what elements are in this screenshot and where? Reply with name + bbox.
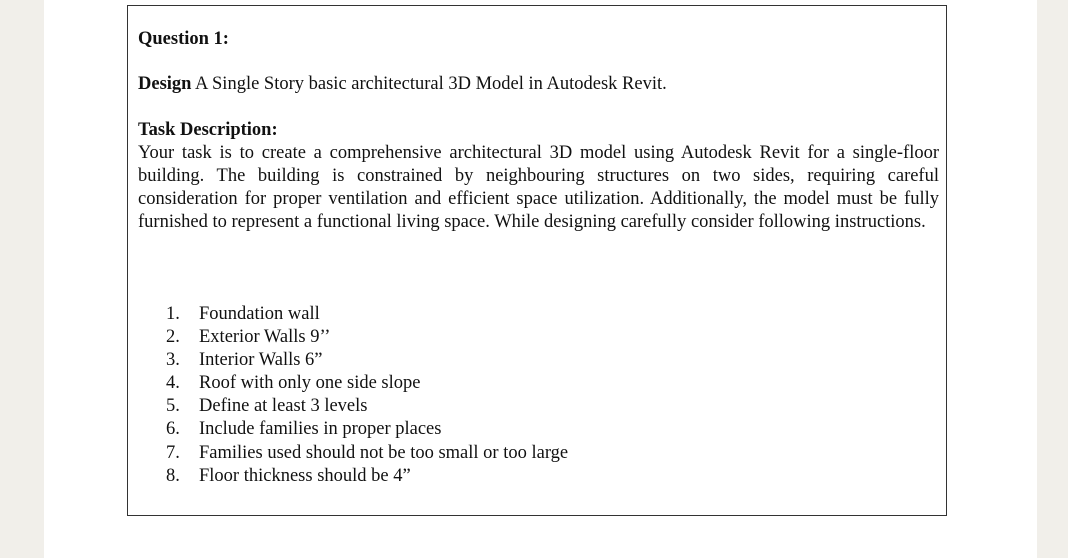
task-description-heading: Task Description: xyxy=(138,120,278,140)
instruction-list xyxy=(166,303,568,488)
list-item: 3. Interior Walls 6” xyxy=(166,350,323,371)
list-item: 8. Floor thickness should be 4” xyxy=(166,465,411,486)
design-text: A Single Story basic architectural 3D Model in Autodesk Revit. xyxy=(191,74,667,94)
design-label: Design xyxy=(138,74,192,94)
list-item: 5. Define at least 3 levels xyxy=(166,396,368,417)
task-description-body: Your task is to create a comprehensive architectural 3D model using Autodesk Revit for a single-floor building. The building is constrained by neighbouring structures on two sides, requiring careful consideration for proper ventilation and efficient space utilization. Additionally, the model must be fully furnished to represent a functional living space. While designing carefully consider following instructions. xyxy=(138,143,939,233)
list-item: 7. Families used should not be too small or too large xyxy=(166,442,569,463)
design-statement xyxy=(138,72,667,96)
list-item: 1. Foundation wall xyxy=(166,304,320,324)
list-item: 6. Include families in proper places xyxy=(166,419,442,440)
list-item: 2. Exterior Walls 9’’ xyxy=(166,327,331,348)
question-title: Question 1: xyxy=(138,29,229,49)
list-item: 4. Roof with only one side slope xyxy=(166,373,421,394)
